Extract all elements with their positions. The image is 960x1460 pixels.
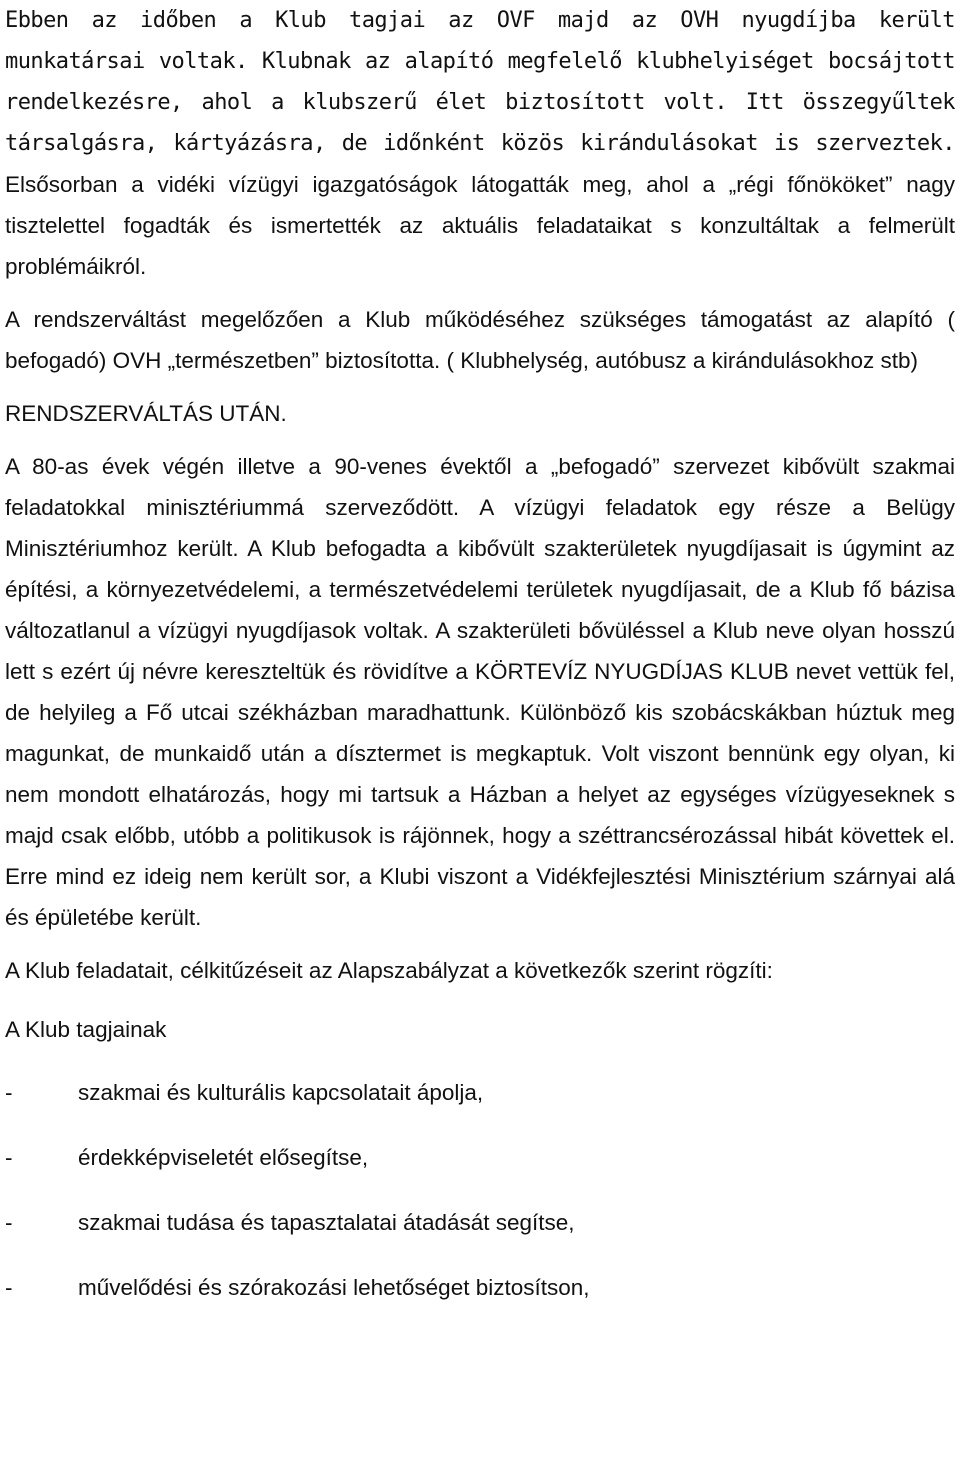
paragraph-members: A Klub tagjainak bbox=[5, 1017, 167, 1042]
list-item bbox=[5, 1267, 955, 1308]
list-item-text: érdekképviseletét elősegítse, bbox=[78, 1145, 369, 1170]
list-item bbox=[5, 1137, 955, 1178]
section-heading: RENDSZERVÁLTÁS UTÁN. bbox=[5, 401, 287, 426]
paragraph-intro-sans: Elsősorban a vidéki vízügyi igazgatóságok látogatták meg, ahol a „régi főnököket” nagy tisztelettel fogadták és ismertették az aktuális feladataikat s konzultáltak a felmerült problémáikról. bbox=[5, 172, 955, 279]
list-item-text: szakmai és kulturális kapcsolatait ápolja, bbox=[78, 1080, 484, 1105]
list-bullet: - bbox=[5, 1275, 13, 1300]
document-page bbox=[5, 0, 955, 1332]
list-bullet: - bbox=[5, 1080, 13, 1105]
paragraph-intro-mono: Ebben az időben a Klub tagjai az OVF majd az OVH nyugdíjba került munkatársai voltak. Klubnak az alapító megfelelő klubhelyiséget bocsájtott rendelkezésre, ahol a klubszerű élet biztosított volt. Itt összegyűltek társalgásra, kártyázásra, de időnként közös kirándulásokat is szerveztek. bbox=[5, 8, 955, 156]
paragraph-goals-intro: A Klub feladatait, célkitűzéseit az Alapszabályzat a következők szerint rögzíti: bbox=[5, 958, 773, 983]
list-item bbox=[5, 1072, 955, 1113]
list-bullet: - bbox=[5, 1145, 13, 1170]
goals-list bbox=[5, 1072, 955, 1308]
paragraph-support: A rendszerváltást megelőzően a Klub működéséhez szükséges támogatást az alapító ( befogadó) OVH „természetben” biztosította. ( Klubhelység, autóbusz a kirándulásokhoz stb) bbox=[5, 307, 955, 373]
list-bullet: - bbox=[5, 1210, 13, 1235]
paragraph-club-history bbox=[5, 0, 955, 287]
list-item bbox=[5, 1202, 955, 1243]
paragraph-after-change: A 80-as évek végén illetve a 90-venes évektől a „befogadó” szervezet kibővült szakmai feladatokkal minisztériummá szerveződött. A vízügyi feladatok egy része a Belügy Minisztériumhoz került. A Klub befogadta a kibővült szakterületek nyugdíjasait is úgymint az építési, a környezetvédelemi, a természetvédelemi területek nyugdíjasait, de a Klub fő bázisa változatlanul a vízügyi nyugdíjasok voltak. A szakterületi bővüléssel a Klub neve olyan hosszú lett s ezért új névre kereszteltük és rövidítve a KÖRTEVÍZ NYUGDÍJAS KLUB nevet vettük fel, de helyileg a Fő utcai székházban maradhattunk. Különböző kis szobácskákban húztuk meg magunkat, de munkaidő után a dísztermet is megkaptuk. Volt viszont bennünk egy olyan, ki nem mondott elhatározás, hogy mi tartsuk a Házban a helyet az egységes vízügyeseknek s majd csak előbb, utóbb a politikusok is rájönnek, hogy a széttrancsérozással hibát követtek el. Erre mind ez ideig nem került sor, a Klubi viszont a Vidékfejlesztési Minisztérium szárnyai alá és épületébe került. bbox=[5, 454, 955, 930]
list-item-text: szakmai tudása és tapasztalatai átadását segítse, bbox=[78, 1210, 575, 1235]
list-item-text: művelődési és szórakozási lehetőséget biztosítson, bbox=[78, 1275, 590, 1300]
